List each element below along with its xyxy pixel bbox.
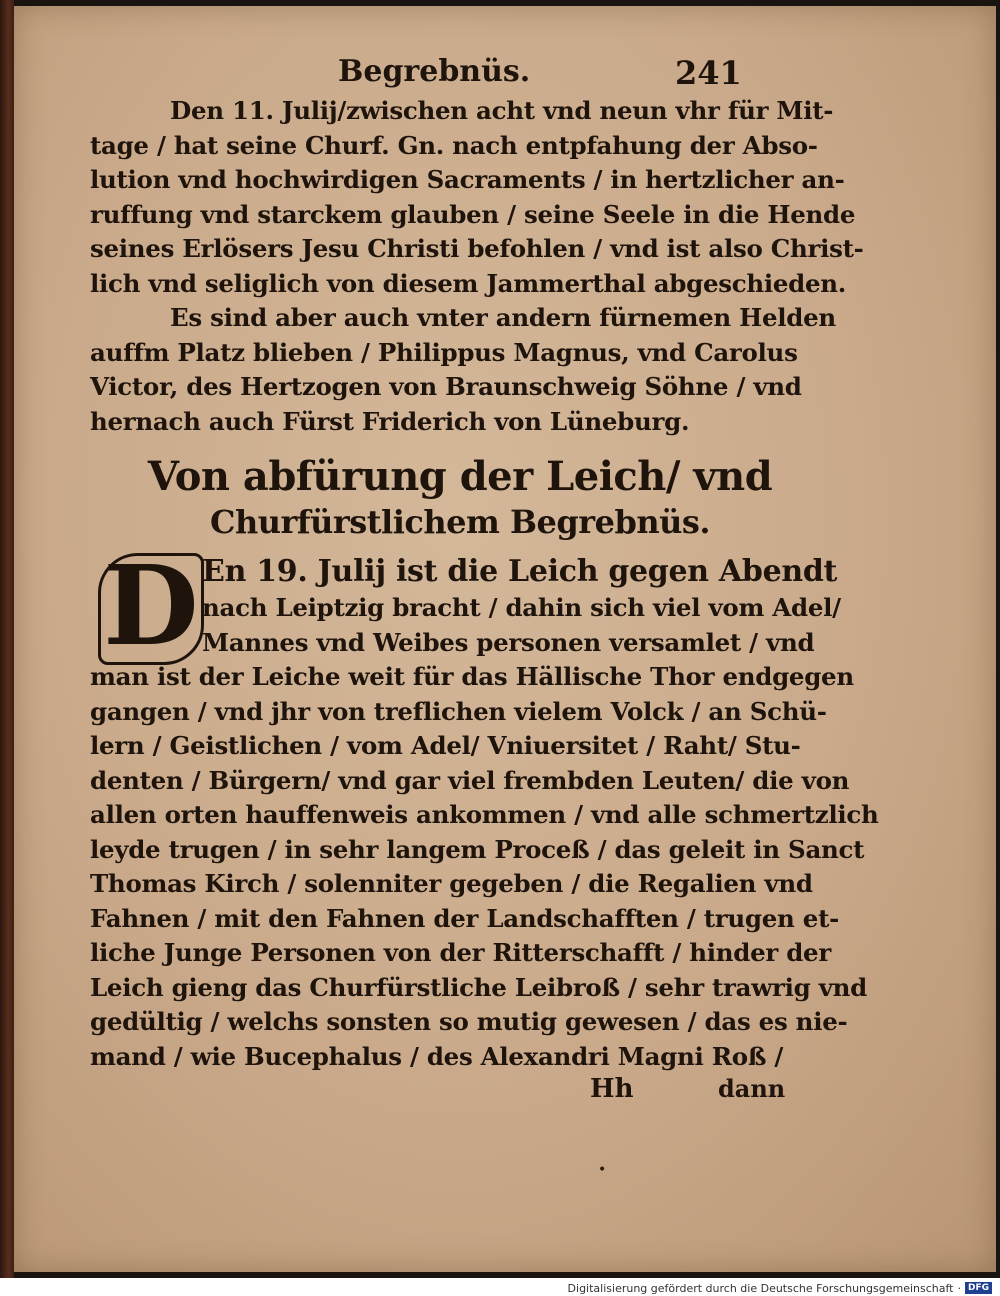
funding-credit-text: Digitalisierung gefördert durch die Deutsche Forschungsgemeinschaft bbox=[567, 1281, 954, 1295]
text-line: hernach auch Fürst Friderich von Lüneburg. bbox=[90, 406, 690, 436]
text-line: gedültig / welchs sonsten so mutig gewesen / das es nie- bbox=[90, 1007, 848, 1036]
paragraph-3 bbox=[90, 541, 879, 1074]
text-line: liche Junge Personen von der Ritterschafft / hinder der bbox=[90, 938, 831, 967]
text-line: Den 11. Julij/zwischen acht vnd neun vhr für Mit- bbox=[170, 96, 834, 125]
text-line: lern / Geistlichen / vom Adel/ Vniuersitet / Raht/ Stu- bbox=[90, 731, 801, 760]
text-line: gangen / vnd jhr von treflichen vielem Volck / an Schü- bbox=[90, 696, 827, 726]
text-line: nach Leiptzig bracht / dahin sich viel vom Adel/ bbox=[202, 593, 841, 622]
text-line: lich vnd seliglich von diesem Jammerthal abgeschieden. bbox=[90, 268, 847, 298]
text-line: Mannes vnd Weibes personen versamlet / vnd bbox=[202, 627, 815, 657]
paragraph-1 bbox=[90, 94, 864, 301]
section-heading-line-2: Churfürstlichem Begrebnüs. bbox=[209, 503, 711, 541]
text-line: Leich gieng das Churfürstliche Leibroß / sehr trawrig vnd bbox=[90, 972, 867, 1002]
running-head bbox=[90, 50, 790, 94]
footer-credit: Digitalisierung gefördert durch die Deutsche Forschungsgemeinschaft · DFG bbox=[568, 1280, 992, 1296]
ink-smudge: • bbox=[598, 1162, 607, 1178]
text-line: auffm Platz blieben / Philippus Magnus, vnd Carolus bbox=[90, 337, 798, 367]
text-line: Victor, des Hertzogen von Braunschweig Söhne / vnd bbox=[90, 372, 802, 401]
binding-edge bbox=[0, 0, 14, 1278]
text-line: lution vnd hochwirdigen Sacraments / in hertzlicher an- bbox=[90, 165, 845, 194]
text-line: man ist der Leiche weit für das Hällische Thor endgegen bbox=[90, 662, 854, 691]
running-title: Begrebnüs. bbox=[338, 54, 531, 89]
signature-mark: Hh bbox=[590, 1074, 634, 1104]
text-line: tage / hat seine Churf. Gn. nach entpfahung der Abso- bbox=[90, 130, 818, 160]
text-line: leyde trugen / in sehr langem Proceß / das geleit in Sanct bbox=[90, 834, 865, 864]
text-line: Fahnen / mit den Fahnen der Landschafften / trugen et- bbox=[90, 903, 839, 933]
text-line: seines Erlösers Jesu Christi befohlen / vnd ist also Christ- bbox=[90, 234, 864, 263]
decorated-initial: D bbox=[98, 553, 204, 665]
catchword: dann bbox=[718, 1074, 786, 1103]
page-text bbox=[90, 50, 879, 1110]
text-line: allen orten hauffenweis ankommen / vnd alle schmertzlich bbox=[90, 800, 879, 829]
section-heading-line-1: Von abfürung der Leich/ vnd bbox=[147, 453, 773, 500]
dfg-logo: DFG bbox=[965, 1282, 992, 1294]
paragraph-2 bbox=[90, 301, 836, 439]
text-line: ruffung vnd starckem glauben / seine Seele in die Hende bbox=[90, 199, 856, 229]
page-number: 241 bbox=[675, 54, 742, 92]
text-line: mand / wie Bucephalus / des Alexandri Magni Roß / bbox=[90, 1041, 784, 1071]
text-line: En 19. Julij ist die Leich gegen Abendt bbox=[202, 554, 838, 589]
text-line: Thomas Kirch / solenniter gegeben / die Regalien vnd bbox=[90, 869, 813, 898]
catchword-row bbox=[90, 1074, 790, 1110]
text-line: denten / Bürgern/ vnd gar viel frembden Leuten/ die von bbox=[90, 765, 850, 795]
text-line: Es sind aber auch vnter andern fürnemen Helden bbox=[170, 303, 836, 332]
